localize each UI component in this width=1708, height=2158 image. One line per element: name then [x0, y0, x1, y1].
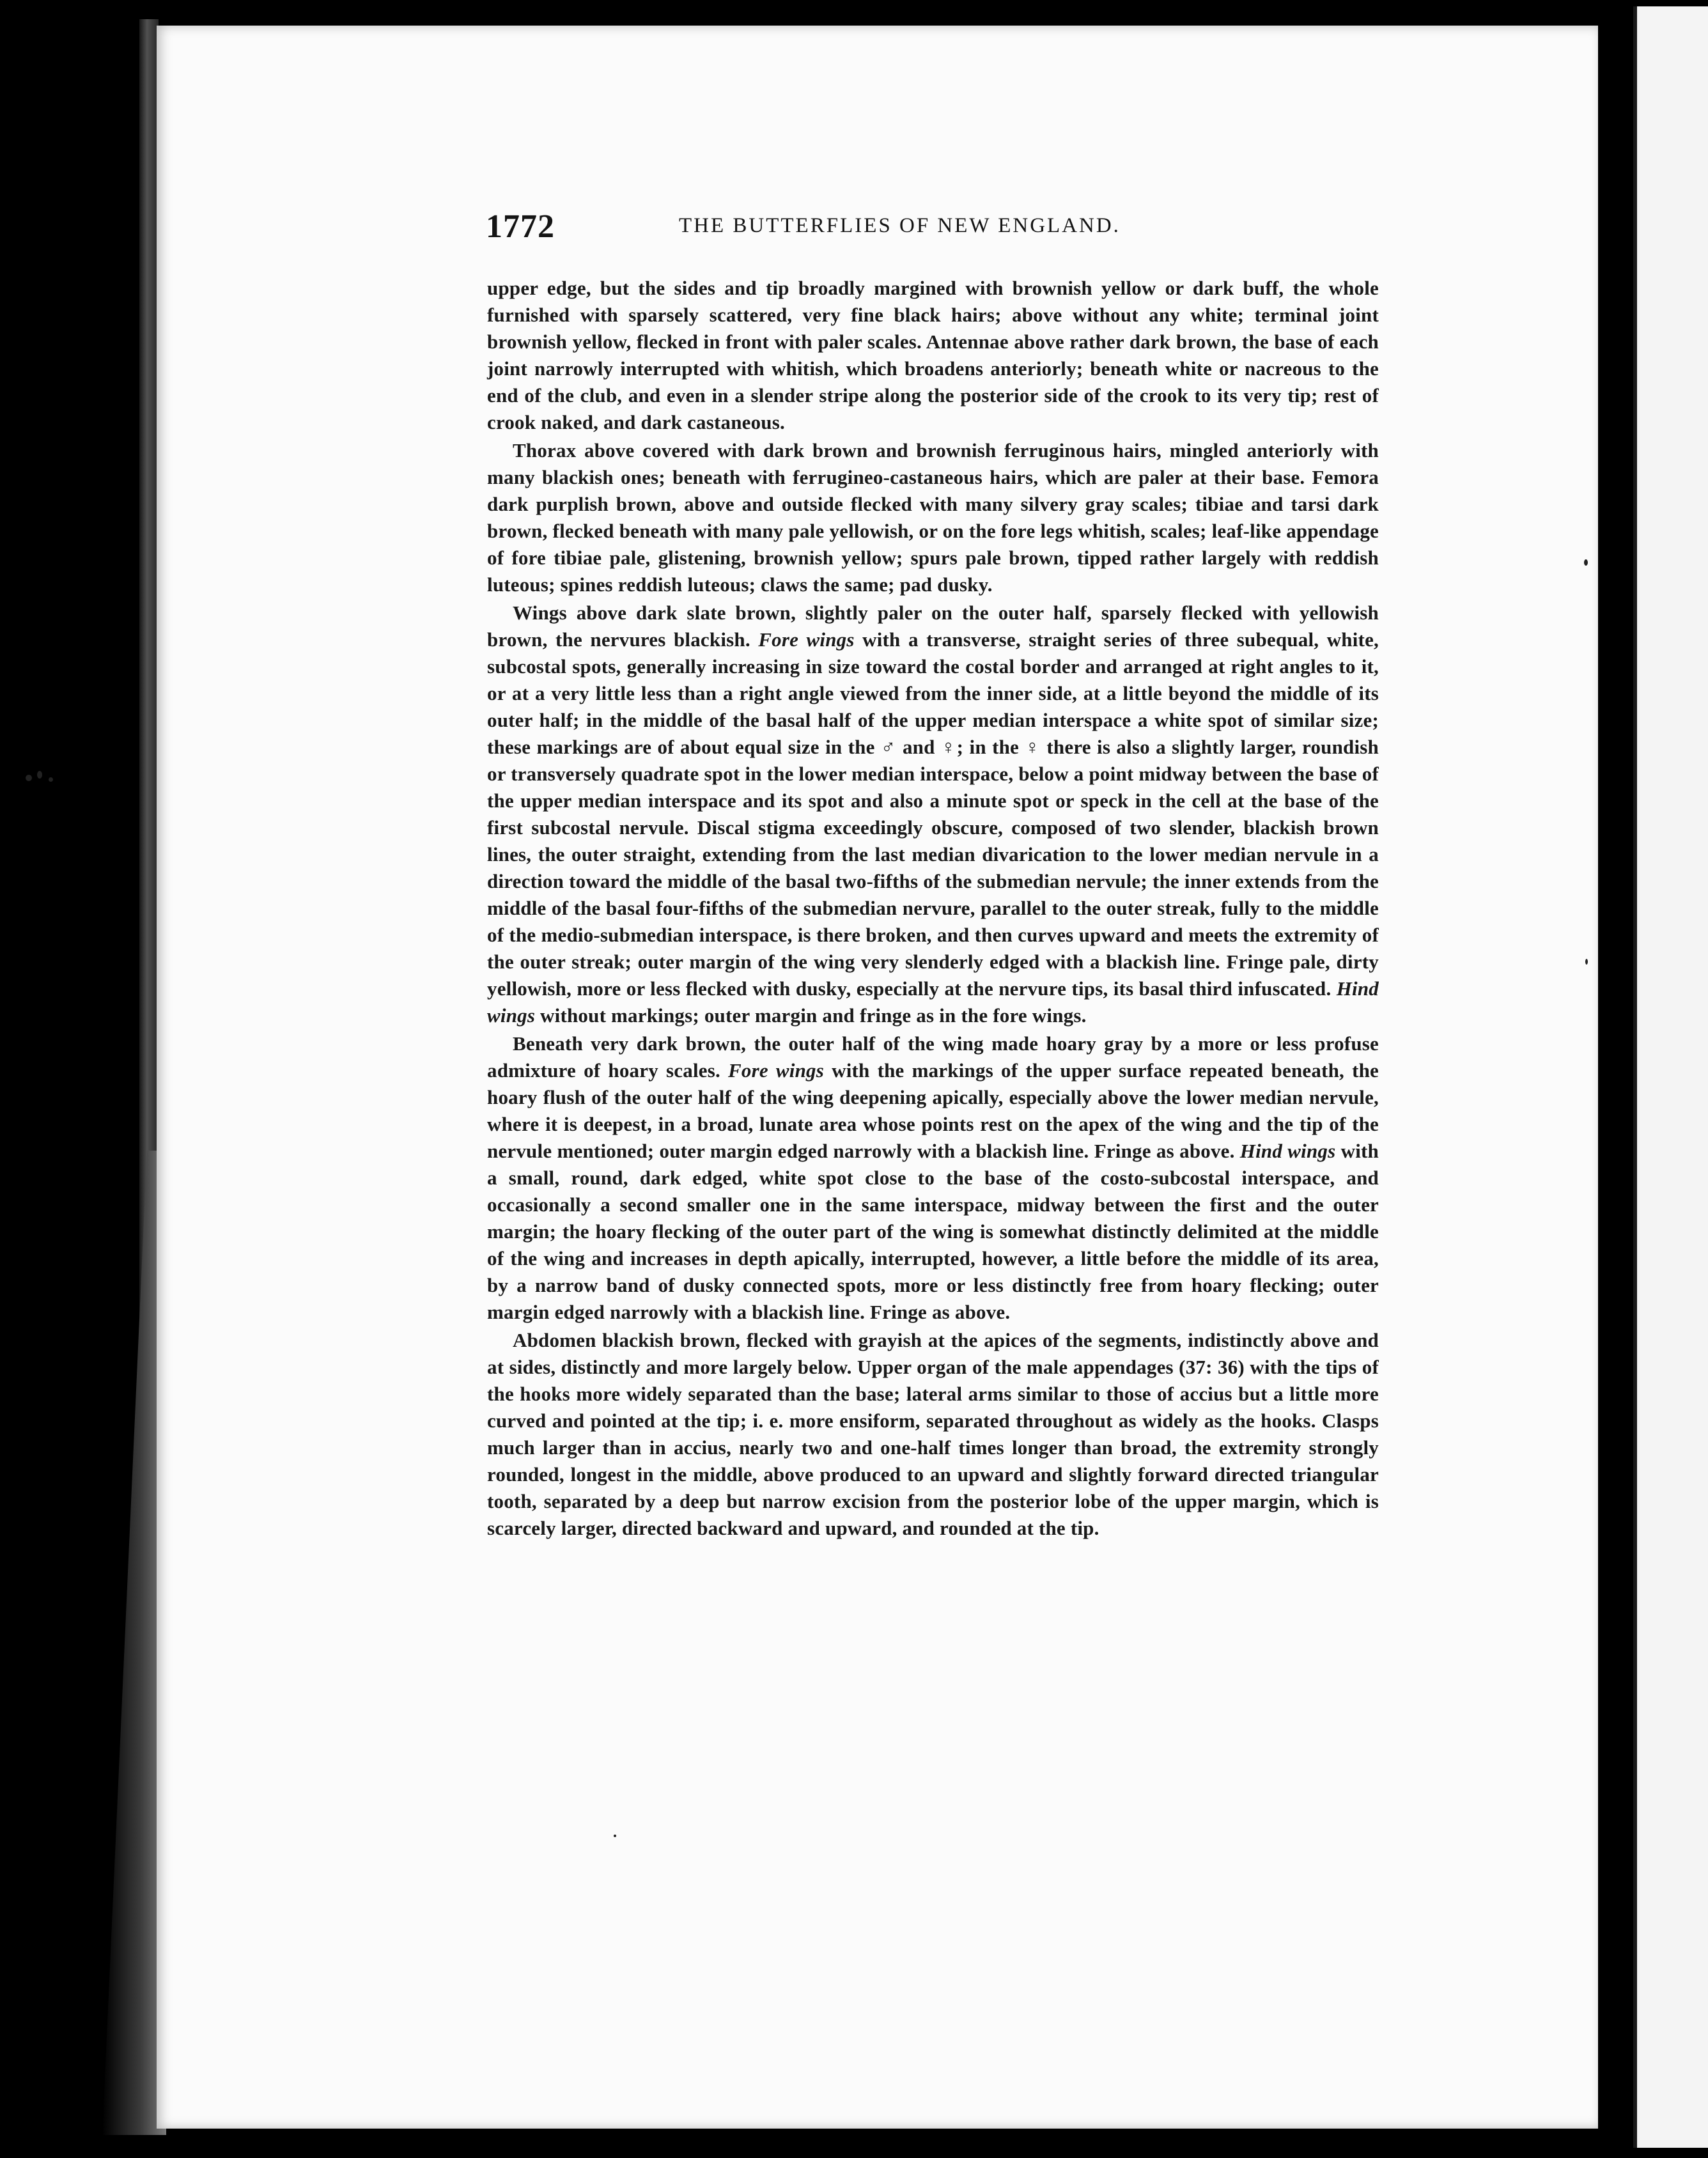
- page-header: [486, 208, 1221, 246]
- speck: [26, 775, 32, 781]
- italic-term: Fore wings: [758, 628, 855, 651]
- paragraph-beneath: [487, 1030, 1379, 1326]
- speck: [1585, 959, 1588, 965]
- paragraph-wings-above: [487, 600, 1379, 1029]
- facing-page-edge: [1633, 6, 1708, 2148]
- text-run: with a small, round, dark edged, white spot close to the base of the costo-subcostal interspace, and occasionally a second smaller one in the same interspace, midway between the first and the outer margin; the hoary flecking of the outer part of the wing is somewhat distinctly delimited at the middle of the wing and increases in depth apically, interrupted, however, a little before the middle of its area, by a narrow band of dusky connected spots, more or less distinctly free from hoary flecking; outer margin edged narrowly with a blackish line. Fringe as above.: [487, 1140, 1379, 1323]
- text-run: with the markings of the upper surface repeated beneath, the hoary flush of the outer half of the wing deepening apically, especially above the lower median nervule, where it is deepest, in a broad, lunate area whose points rest on the apex of the wing and the tip of the nervule mentioned; outer margin edged narrowly with a blackish line. Fringe as above.: [487, 1059, 1379, 1162]
- text-run: Thorax above covered with dark brown and brownish ferruginous hairs, mingled anteriorly with many blackish ones; beneath with ferrugineo-castaneous hairs, which are paler at their base. Femora dark purplish brown, above and outside flecked with many silvery gray scales; tibiae and tarsi dark brown, flecked beneath with many pale yellowish, or on the fore legs whitish, scales; leaf-like appendage of fore tibiae pale, glistening, brownish yellow; spurs pale brown, tipped rather largely with reddish luteous; spines reddish luteous; claws the same; pad dusky.: [487, 439, 1379, 596]
- text-run: upper edge, but the sides and tip broadly margined with brownish yellow or dark buff, the whole furnished with sparsely scattered, very fine black hairs; above without any white; terminal joint brownish yellow, flecked in front with paler scales. Antennae above rather dark brown, the base of each joint narrowly interrupted with whitish, which broadens anteriorly; beneath white or nacreous to the end of the club, and even in a slender stripe along the posterior side of the crook to its very tip; rest of crook naked, and dark castaneous.: [487, 277, 1379, 433]
- speck: [1584, 559, 1588, 566]
- speck: [37, 771, 42, 779]
- text-run: without markings; outer margin and fringe as in the fore wings.: [535, 1004, 1087, 1027]
- paragraph-abdomen: [487, 1327, 1379, 1542]
- body-text: [487, 275, 1379, 1543]
- plate-reference: 37: [1185, 1356, 1206, 1378]
- running-title: THE BUTTERFLIES OF NEW ENGLAND.: [679, 214, 1121, 237]
- paragraph-head-continued: [487, 275, 1379, 436]
- italic-term: Hind wings: [487, 977, 1379, 1027]
- italic-term: Fore wings: [728, 1059, 825, 1082]
- text-run: Beneath very dark brown, the outer half of the wing made hoary gray by a more or less profuse admixture of hoary scales.: [487, 1032, 1379, 1082]
- italic-term: Hind wings: [1239, 1140, 1336, 1162]
- speck: [614, 1835, 616, 1837]
- speck: [49, 777, 53, 782]
- text-run: with a transverse, straight series of three subequal, white, subcostal spots, generally increasing in size toward the costal border and arranged at right angles to it, or at a very little less than a right angle viewed from the inner side, at a little beyond the middle of its outer half; in the middle of the basal half of the upper median interspace a white spot of similar size; these markings are of about equal size in the ♂ and ♀; in the ♀ there is also a slightly larger, roundish or transversely quadrate spot in the lower median interspace, below a point midway between the base of the upper median interspace and its spot and also a minute spot or speck in the cell at the base of the first subcostal nervule. Discal stigma exceedingly obscure, composed of two slender, blackish brown lines, the outer straight, extending from the last median divarication to the lower median nervule in a direction toward the middle of the basal two-fifths of the submedian nervule; the inner extends from the middle of the basal four-fifths of the submedian nervure, parallel to the outer streak, fully to the middle of the medio-submedian interspace, is there broken, and then curves upward and meets the extremity of the outer streak; outer margin of the wing very slenderly edged with a blackish line. Fringe pale, dirty yellowish, more or less flecked with dusky, especially at the nervure tips, its basal third infuscated.: [487, 628, 1379, 1000]
- page-number: 1772: [486, 208, 555, 245]
- text-run: Wings above dark slate brown, slightly paler on the outer half, sparsely flecked with yellowish brown, the nervures blackish.: [487, 602, 1379, 651]
- text-run: : 36) with the tips of the hooks more widely separated than the base; lateral arms similar to those of accius but a little more curved and pointed at the tip; i. e. more ensiform, separated throughout as widely as the hooks. Clasps much larger than in accius, nearly two and one-half times longer than broad, the extremity strongly rounded, longest in the middle, above produced to an upward and slightly forward directed triangular tooth, separated by a deep but narrow excision from the posterior lobe of the upper margin, which is scarcely larger, directed backward and upward, and rounded at the tip.: [487, 1356, 1379, 1539]
- text-run: Abdomen blackish brown, flecked with grayish at the apices of the segments, indistinctly above and at sides, distinctly and more largely below. Upper organ of the male appendages (: [487, 1329, 1379, 1378]
- paragraph-thorax: [487, 437, 1379, 598]
